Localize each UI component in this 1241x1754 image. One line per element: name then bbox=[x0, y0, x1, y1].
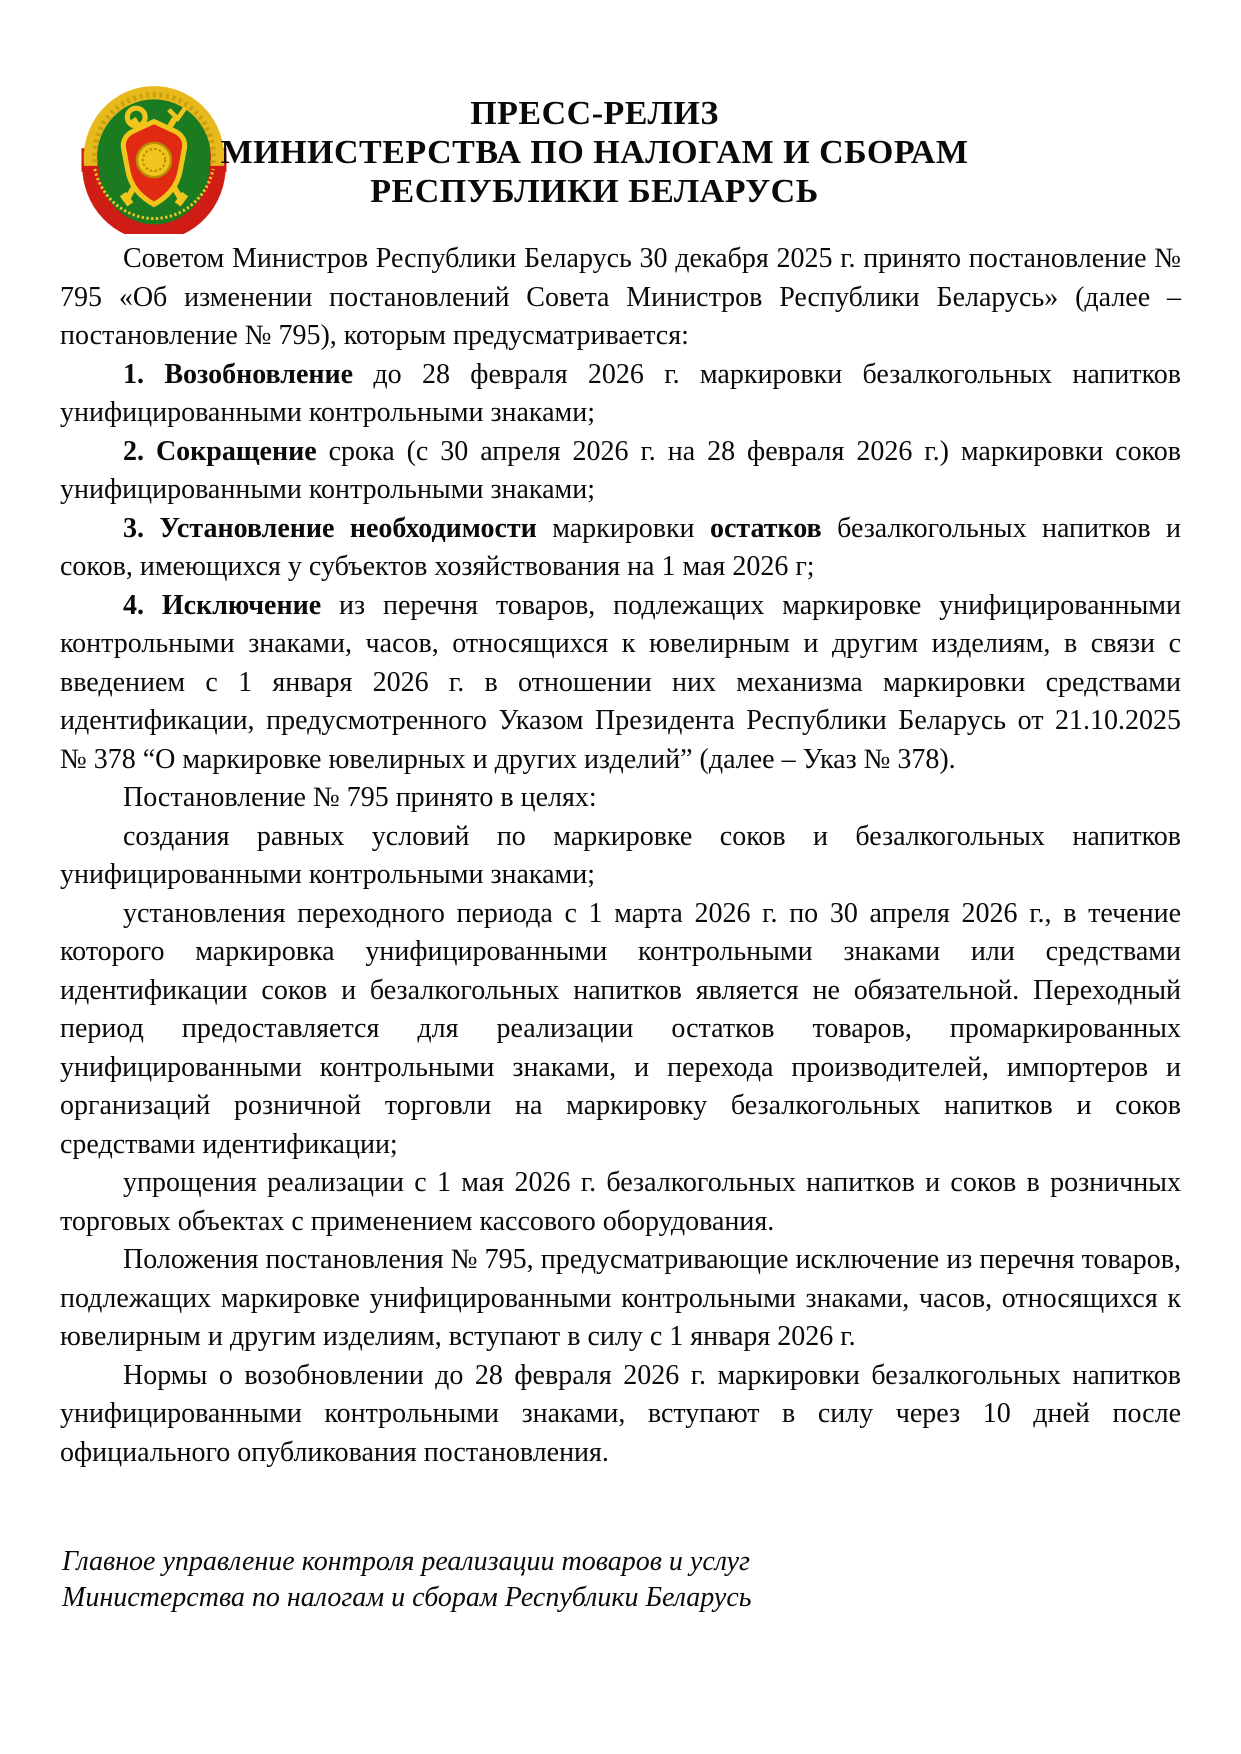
paragraph bbox=[60, 818, 1181, 895]
title-line-1: ПРЕСС-РЕЛИЗ bbox=[470, 95, 719, 132]
signature-line-1: Главное управление контроля реализации товаров и услуг bbox=[62, 1546, 750, 1577]
document-title bbox=[60, 94, 1129, 211]
paragraph-text: Нормы о возобновлении до 28 февраля 2026 г. маркировки безалкогольных напитков унифицированными контрольными знаками, вступают в силу через 10 дней после официального опубликования постановления. bbox=[60, 1359, 1181, 1468]
paragraph bbox=[60, 1241, 1181, 1357]
paragraph bbox=[60, 587, 1181, 780]
paragraph-text: безалкогольных напитков и соков, имеющихся у субъектов хозяйствования на 1 мая 2026 г; bbox=[60, 512, 1181, 582]
paragraph-text: из перечня товаров, подлежащих маркировке унифицированными контрольными знаками, часов, относящихся к ювелирным и другим изделиям, в связи с введением с 1 января 2026 г. в отношении них механизма маркировки средствами идентификации, предусмотренного Указом Президента Республики Беларусь от 21.10.2025 № 378 “О маркировке ювелирных и других изделий” (далее – Указ № 378). bbox=[60, 589, 1181, 775]
paragraph-text: Положения постановления № 795, предусматривающие исключение из перечня товаров, подлежащих маркировке унифицированными контрольными знаками, часов, относящихся к ювелирным и другим изделиям, вступают в силу с 1 января 2026 г. bbox=[60, 1244, 1181, 1352]
paragraph bbox=[60, 779, 1181, 818]
paragraph-text: упрощения реализации с 1 мая 2026 г. безалкогольных напитков и соков в розничных торговых объектах с применением кассового оборудования. bbox=[60, 1167, 1181, 1237]
title-line-2: МИНИСТЕРСТВА ПО НАЛОГАМ И СБОРАМ bbox=[220, 134, 969, 171]
paragraph-text: срока (с 30 апреля 2026 г. на 28 февраля 2026 г.) маркировки соков унифицированными контрольными знаками; bbox=[60, 435, 1181, 505]
paragraph-text-bold: остатков bbox=[709, 512, 822, 544]
document-body bbox=[60, 240, 1181, 1472]
paragraph-text: маркировки bbox=[536, 512, 710, 544]
title-line-3: РЕСПУБЛИКИ БЕЛАРУСЬ bbox=[370, 173, 819, 210]
paragraph-text-bold: 3. Установление необходимости bbox=[123, 512, 537, 544]
paragraph-text-bold: 4. Исключение bbox=[123, 589, 322, 621]
paragraph bbox=[60, 895, 1181, 1165]
document-header bbox=[0, 0, 1241, 240]
paragraph-text: до 28 февраля 2026 г. маркировки безалкогольных напитков унифицированными контрольными знаками; bbox=[60, 358, 1182, 428]
paragraph bbox=[60, 433, 1181, 510]
paragraph bbox=[60, 240, 1181, 356]
paragraph-text-bold: 1. Возобновление bbox=[123, 358, 354, 390]
paragraph-text: создания равных условий по маркировке соков и безалкогольных напитков унифицированными контрольными знаками; bbox=[60, 820, 1181, 890]
paragraph bbox=[60, 510, 1181, 587]
signature-block bbox=[62, 1544, 1181, 1616]
paragraph-text: установления переходного периода с 1 марта 2026 г. по 30 апреля 2026 г., в течение которого маркировка унифицированными контрольными знаками или средствами идентификации соков и безалкогольных напитков является не обязательной. Переходный период предоставляется для реализации остатков товаров, промаркированных унифицированными контрольными знаками, и перехода производителей, импортеров и организаций розничной торговли на маркировку безалкогольных напитков и соков средствами идентификации; bbox=[60, 897, 1181, 1160]
paragraph bbox=[60, 1357, 1181, 1473]
paragraph bbox=[60, 1164, 1181, 1241]
signature-line-2: Министерства по налогам и сборам Республики Беларусь bbox=[62, 1582, 752, 1613]
paragraph-text: Постановление № 795 принято в целях: bbox=[123, 782, 597, 813]
paragraph bbox=[60, 356, 1181, 433]
paragraph-text-bold: 2. Сокращение bbox=[123, 435, 317, 467]
paragraph-text: Советом Министров Республики Беларусь 30 декабря 2025 г. принято постановление № 795 «Об изменении постановлений Совета Министров Республики Беларусь» (далее – постановление № 795), которым предусматривается: bbox=[60, 243, 1181, 351]
